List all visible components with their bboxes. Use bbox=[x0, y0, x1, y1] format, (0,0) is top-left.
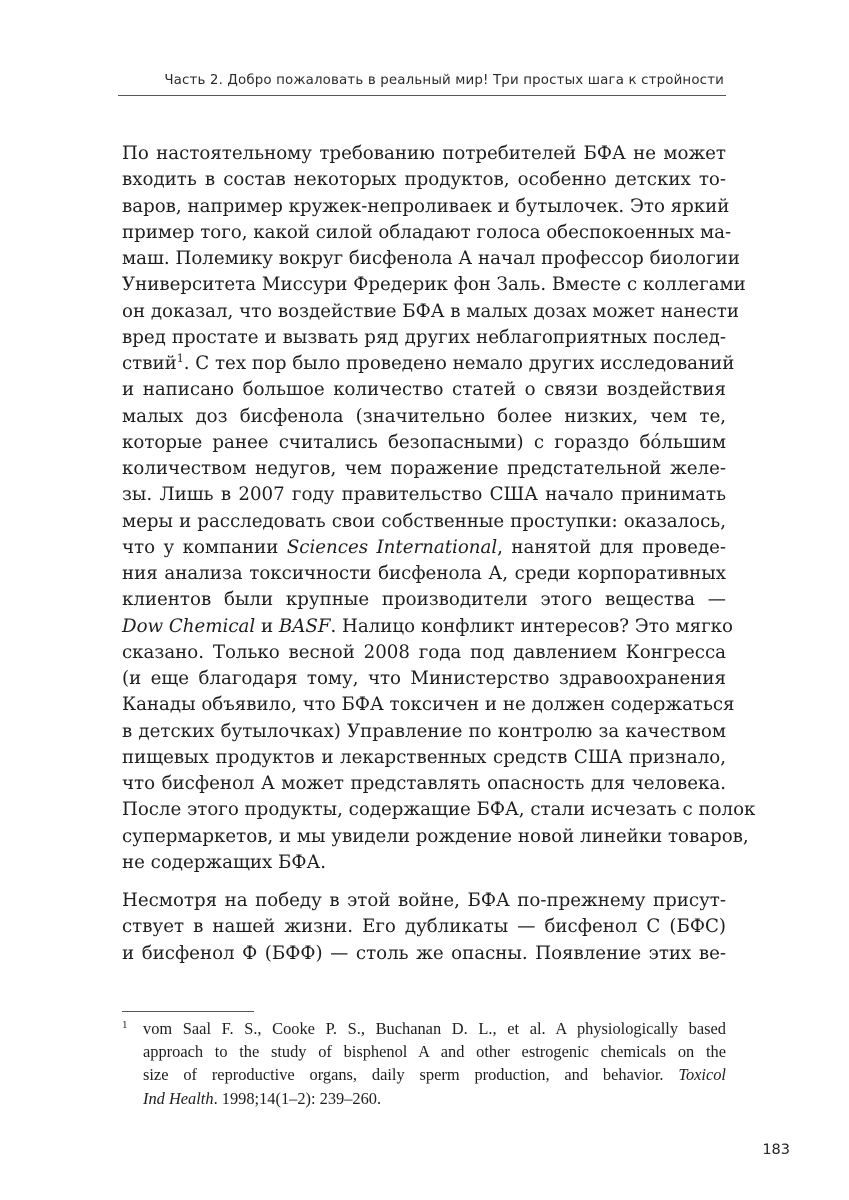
text-line bbox=[122, 614, 733, 640]
text-line: Университета Миссури Фредерик фон Заль. Вместе с коллегами bbox=[122, 274, 746, 296]
text-fragment: . 1998;14(1–2): 239–260. bbox=[213, 1088, 382, 1108]
text-fragment: и bbox=[255, 615, 279, 637]
text-line: Несмотря на победу в этой войне, БФА по-прежнему присут- bbox=[122, 890, 726, 911]
text-fragment: , нанятой для проведе- bbox=[497, 536, 726, 558]
footnote-line: vom Saal F. S., Cooke P. S., Buchanan D. L., et al. A physiologically based bbox=[143, 1019, 726, 1038]
text-line: По настоятельному требованию потребителей БФА не может bbox=[122, 143, 726, 164]
text-fragment: . С тех пор было проведено немало других исследований bbox=[183, 353, 735, 374]
company-name: Dow Chemical bbox=[122, 615, 256, 637]
text-line: в детских бутылочках) Управление по контролю за качеством bbox=[122, 720, 726, 742]
footnote-line: approach to the study of bisphenol A and other estrogenic chemicals on the bbox=[143, 1042, 726, 1062]
paragraph-2 bbox=[122, 888, 726, 967]
paragraph-spacer bbox=[122, 876, 726, 888]
text-line: что бисфенол А может представлять опасность для человека. bbox=[122, 773, 726, 794]
text-line: малых доз бисфенола (значительно более низких, чем те, bbox=[122, 405, 726, 427]
text-line: и написано большое количество статей о связи воздействия bbox=[122, 379, 726, 401]
text-line: зы. Лишь в 2007 году правительство США начало принимать bbox=[122, 484, 726, 506]
text-line: (и еще благодаря тому, что Министерство здравоохранения bbox=[122, 668, 726, 689]
text-line: пищевых продуктов и лекарственных средств США признало, bbox=[122, 746, 726, 768]
running-head: Часть 2. Добро пожаловать в реальный мир! Три простых шага к стройности bbox=[164, 73, 724, 88]
text-line: количеством недугов, чем поражение предстательной желе- bbox=[122, 458, 726, 479]
text-fragment: . Налицо конфликт интересов? Это мягко bbox=[330, 615, 733, 637]
text-line: пример того, какой силой обладают голоса обеспокоенных ма- bbox=[122, 221, 732, 243]
text-fragment: ствий bbox=[122, 353, 177, 374]
text-line: меры и расследовать свои собственные проступки: оказалось, bbox=[122, 510, 726, 532]
page-number: 183 bbox=[762, 1142, 790, 1158]
text-line: ствует в нашей жизни. Его дубликаты — бисфенол С (БФС) bbox=[122, 916, 726, 938]
text-line: он доказал, что воздействие БФА в малых дозах может нанести bbox=[122, 300, 739, 322]
text-line bbox=[122, 535, 726, 561]
journal-title: Ind Health bbox=[143, 1088, 214, 1108]
text-fragment: что у компании bbox=[122, 536, 287, 558]
text-line: входить в состав некоторых продуктов, особенно детских то- bbox=[122, 169, 726, 191]
text-line: ния анализа токсичности бисфенола А, среди корпоративных bbox=[122, 563, 726, 584]
main-text bbox=[122, 141, 756, 967]
paragraph-1 bbox=[122, 141, 756, 876]
footnote-line bbox=[122, 1063, 726, 1086]
text-line: вред простате и вызвать ряд других неблагоприятных послед- bbox=[122, 326, 726, 348]
footnote-rule bbox=[122, 1011, 254, 1012]
text-line: и бисфенол Ф (БФФ) — столь же опасны. Появление этих ве- bbox=[122, 942, 726, 964]
text-fragment: size of reproductive organs, daily sperm production, and behavior. bbox=[143, 1065, 679, 1085]
text-line: варов, например кружек-непроливаек и бутылочек. Это яркий bbox=[122, 195, 730, 217]
text-line: которые ранее считались безопасными) с гораздо бóльшим bbox=[122, 431, 726, 453]
company-name: BASF bbox=[278, 615, 331, 637]
text-line: сказано. Только весной 2008 года под давлением Конгресса bbox=[122, 641, 726, 663]
journal-title: Toxicol bbox=[678, 1065, 726, 1085]
text-line: Канады объявило, что БФА токсичен и не должен содержаться bbox=[122, 694, 735, 716]
text-line: маш. Полемику вокруг бисфенола А начал профессор биологии bbox=[122, 248, 740, 269]
text-line: супермаркетов, и мы увидели рождение новой линейки товаров, bbox=[122, 825, 749, 847]
footnote bbox=[122, 1017, 726, 1110]
text-line: После этого продукты, содержащие БФА, стали исчезать с полок bbox=[122, 799, 756, 821]
text-line: не содержащих БФА. bbox=[122, 851, 327, 873]
text-line bbox=[122, 351, 735, 377]
footnote-reference[interactable]: 1 bbox=[176, 352, 184, 365]
text-line: клиентов были крупные производители этого вещества — bbox=[122, 589, 726, 611]
footnote-line bbox=[122, 1087, 726, 1110]
company-name: Sciences International bbox=[286, 536, 498, 558]
footnote-mark: 1 bbox=[122, 1019, 128, 1031]
header-rule bbox=[118, 95, 726, 96]
